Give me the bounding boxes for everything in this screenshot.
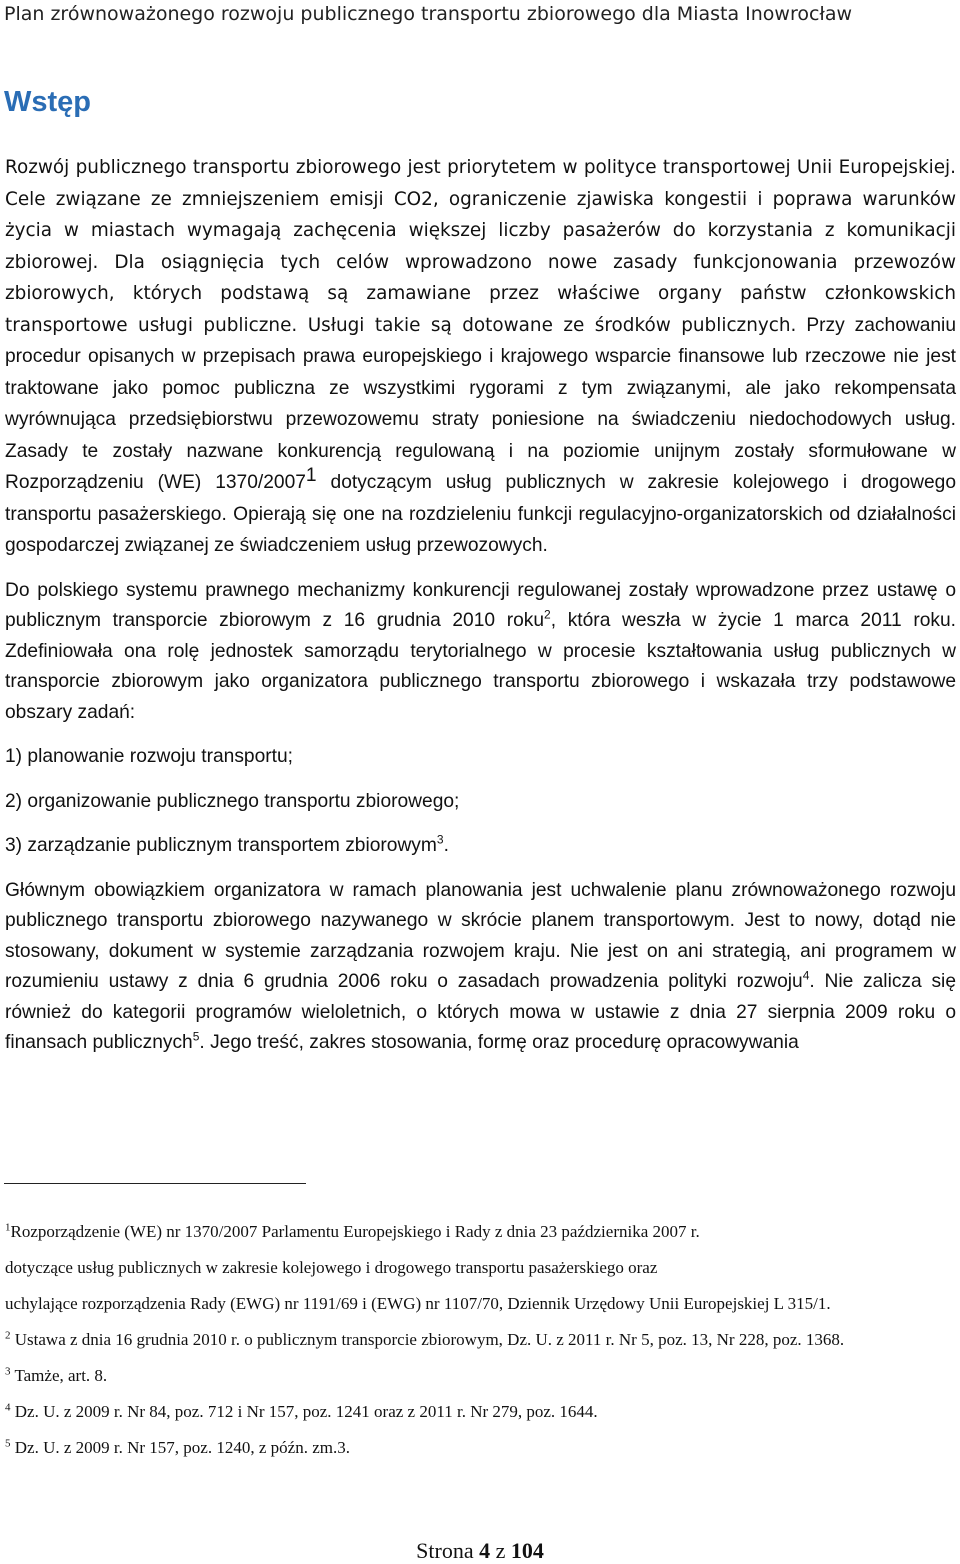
footnote-separator bbox=[4, 1183, 306, 1184]
footnote-ref-3[interactable]: 3 bbox=[436, 832, 444, 847]
footnote-1-line-3: uchylające rozporządzenia Rady (EWG) nr 1191/69 i (EWG) nr 1107/70, Dziennik Urzędowy Unii Europejskiej L 315/1. bbox=[5, 1294, 831, 1313]
footnote-1-line-2: dotyczące usług publicznych w zakresie kolejowego i drogowego transportu pasażerskiego oraz bbox=[5, 1258, 658, 1277]
paragraph-intro-part-3: Przy zachowaniu procedur opisanych w przepisach prawa europejskiego i krajowego wsparcie finansowe lub rzeczowe nie jest traktowane jako pomoc publiczna ze wszystkimi rygorami z tym związanymi, ale jako rekompensata wyrównująca przedsiębiorstwu przewozowemu straty poniesione na świadczeniu niedochodowych usług. Zasady te zostały nazwane konkurencją regulowaną i na poziomie unijnym zostały sformułowane w Rozporządzeniu (WE) 1370/2007 bbox=[5, 314, 956, 493]
footnote-1-line-1: Rozporządzenie (WE) nr 1370/2007 Parlamentu Europejskiego i Rady z dnia 23 października 2007 r. bbox=[10, 1222, 700, 1241]
footnote-1 bbox=[5, 1218, 956, 1246]
footnote-number: 4 bbox=[5, 1401, 11, 1414]
footnotes bbox=[5, 1218, 956, 1462]
page-number bbox=[0, 1538, 960, 1564]
footnote-number: 5 bbox=[5, 1437, 11, 1450]
footnote-3 bbox=[5, 1362, 956, 1390]
list-item bbox=[5, 831, 956, 862]
footnote-number: 2 bbox=[5, 1329, 11, 1342]
list-item-text: 3) zarządzanie publicznym transportem zbiorowym bbox=[5, 835, 437, 856]
current-page: 4 bbox=[479, 1538, 491, 1563]
footnote-number: 1 bbox=[5, 1221, 11, 1234]
footnote-ref-2[interactable]: 2 bbox=[544, 607, 551, 622]
footnote-5 bbox=[5, 1434, 956, 1462]
paragraph-intro-part-2: Dla osiągnięcia tych celów wprowadzono nowe zasady funkcjonowania przewozów zbiorowych, których podstawą są zamawiane przez właściwe organy państw członkowskich transportowe usługi publiczne. Usługi takie są dotowane ze środków publicznych. bbox=[5, 251, 956, 336]
footnote-number: 3 bbox=[5, 1365, 11, 1378]
section-heading: Wstęp bbox=[4, 86, 91, 118]
footnote-2-text: Ustawa z dnia 16 grudnia 2010 r. o publicznym transporcie zbiorowym, Dz. U. z 2011 r. Nr 5, poz. 13, Nr 228, poz. 1368. bbox=[10, 1330, 845, 1349]
footnote-5-text: Dz. U. z 2009 r. Nr 157, poz. 1240, z późn. zm.3. bbox=[10, 1438, 350, 1457]
footnote-ref-1[interactable]: 1 bbox=[305, 464, 317, 486]
paragraph-transport-plan-part-3: . Jego treść, zakres stosowania, formę oraz procedurę opracowywania bbox=[199, 1032, 799, 1053]
list-item: 1) planowanie rozwoju transportu; bbox=[5, 746, 293, 767]
paragraph-intro bbox=[5, 152, 956, 562]
body-text bbox=[5, 152, 956, 1059]
footnote-3-text: Tamże, art. 8. bbox=[10, 1366, 108, 1385]
page-of-label: z bbox=[495, 1538, 506, 1563]
footnote-ref-4[interactable]: 4 bbox=[802, 968, 810, 983]
list-item: 2) organizowanie publicznego transportu zbiorowego; bbox=[5, 790, 460, 812]
paragraph-transport-plan-part-2: . Nie zalicza się również do kategorii programów wieloletnich, o których mowa w ustawie z dnia 27 sierpnia 2009 roku o finansach publicznych bbox=[5, 971, 956, 1053]
paragraph-polish-law-part-1: Do polskiego systemu prawnego mechanizmy konkurencji regulowanej zostały wprowadzone przez ustawę o publicznym transporcie zbiorowym z 16 grudnia 2010 roku bbox=[5, 579, 956, 631]
paragraph-polish-law bbox=[5, 576, 956, 729]
paragraph-intro-part-1: Rozwój publicznego transportu zbiorowego jest priorytetem w polityce transportowej Unii Europejskiej. Cele związane ze zmniejszeniem emisji CO2, ograniczenie zjawiska kongestii i poprawa warunków życia w miastach wymagają zachęcenia większej liczby pasażerów do korzystania z komunikacji zbiorowej. bbox=[5, 157, 956, 273]
paragraph-polish-law-part-2: , która weszła w życie 1 marca 2011 roku. Zdefiniowała ona rolę jednostek samorządu terytorialnego w procesie kształtowania usług publicznych w transporcie zbiorowym jako organizatora publicznego transportu zbiorowego i wskazała trzy podstawowe obszary zadań: bbox=[5, 610, 956, 723]
task-list bbox=[5, 742, 956, 862]
total-pages: 104 bbox=[510, 1538, 544, 1563]
footnote-2 bbox=[5, 1326, 956, 1354]
footnote-4-text: Dz. U. z 2009 r. Nr 84, poz. 712 i Nr 157, poz. 1241 oraz z 2011 r. Nr 279, poz. 1644. bbox=[10, 1402, 598, 1421]
list-item-end: . bbox=[443, 835, 449, 856]
paragraph-intro-part-4: dotyczącym usług publicznych w zakresie kolejowego i drogowego transportu pasażerskiego. Opierają się one na rozdzieleniu funkcji regulacyjno-organizatorskich od działalności gospodarczej związanej ze świadczeniem usług przewozowych. bbox=[5, 472, 956, 556]
footnote-ref-5[interactable]: 5 bbox=[192, 1029, 200, 1044]
paragraph-transport-plan bbox=[5, 876, 956, 1059]
footnote-4 bbox=[5, 1398, 956, 1426]
running-header: Plan zrównoważonego rozwoju publicznego transportu zbiorowego dla Miasta Inowrocław bbox=[4, 3, 853, 25]
page-label: Strona bbox=[416, 1538, 474, 1563]
paragraph-transport-plan-part-1: Głównym obowiązkiem organizatora w ramach planowania jest uchwalenie planu zrównoważonego rozwoju publicznego transportu zbiorowego nazywanego w skrócie planem transportowym. Jest to nowy, dotąd nie stosowany, dokument w systemie zarządzania rozwojem kraju. Nie jest on ani strategią, ani programem w rozumieniu ustawy z dnia 6 grudnia 2006 roku o zasadach prowadzenia polityki rozwoju bbox=[5, 879, 956, 992]
